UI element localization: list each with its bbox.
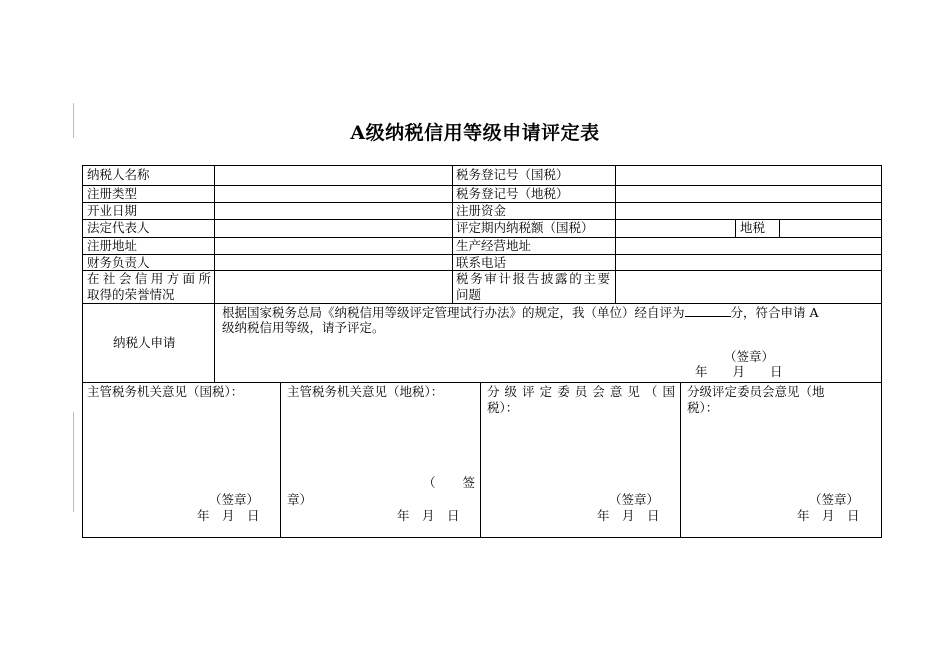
label-phone: 联系电话 [456, 255, 507, 270]
application-text-a: 根据国家税务总局《纳税信用等级评定管理试行办法》的规定，我（单位）经自评为 [222, 305, 685, 320]
opinion-committee-local-line2: 税）： [687, 400, 719, 415]
application-seal: （签章） [724, 349, 775, 364]
margin-mark-bottom [73, 412, 74, 512]
label-honor-line1: 在社会信用方面所 [87, 271, 211, 286]
opinion-committee-national-seal: （签章） [609, 492, 660, 507]
application-text-line1 [222, 304, 819, 321]
label-reg-address: 注册地址 [87, 238, 138, 253]
opinion-national-title: 主管税务机关意见（国税）： [87, 384, 244, 399]
col-line [615, 165, 616, 303]
opinion-local-seal-part2: 章） [287, 492, 313, 507]
col-line [214, 165, 215, 382]
opinion-committee-national-line2: 税）： [487, 400, 519, 415]
label-audit-line2: 问题 [456, 287, 482, 302]
application-text-b: 分，符合申请 A [730, 305, 819, 320]
label-finance-head: 财务负责人 [87, 255, 150, 270]
row-line [82, 382, 882, 383]
label-application: 纳税人申请 [113, 335, 176, 350]
page-title: A级纳税信用等级申请评定表 [350, 122, 600, 144]
opinion-local-seal-part1: （ 签 [423, 475, 475, 490]
col-line [680, 382, 681, 538]
opinion-committee-national-line1: 分级评定委员会意见（国 [487, 384, 675, 399]
opinion-local-title: 主管税务机关意见（地税）： [287, 384, 444, 399]
table-border-left [82, 165, 83, 538]
col-line [779, 219, 780, 237]
label-reg-capital: 注册资金 [456, 203, 507, 218]
score-blank [685, 304, 731, 317]
label-tax-amount-national: 评定期内纳税额（国税） [456, 220, 594, 235]
label-reg-type: 注册类型 [87, 186, 138, 201]
table-border-top [82, 165, 882, 166]
form-table [82, 165, 882, 538]
opinion-committee-local-line1: 分级评定委员会意见（地 [687, 384, 825, 399]
label-biz-address: 生产经营地址 [456, 238, 532, 253]
label-honor-line2: 取得的荣誉情况 [87, 287, 175, 302]
label-local-tax: 地税 [740, 220, 766, 235]
col-line [735, 219, 736, 237]
label-audit-line1: 税务审计报告披露的主要 [456, 271, 610, 286]
application-text-line2: 级纳税信用等级，请予评定。 [222, 320, 385, 335]
col-line [480, 382, 481, 538]
table-border-bottom [82, 537, 882, 538]
col-line [280, 382, 281, 538]
label-tax-reg-local: 税务登记号（地税） [456, 186, 569, 201]
opinion-local-date: 年 月 日 [397, 508, 460, 523]
label-taxpayer-name: 纳税人名称 [87, 167, 150, 182]
label-open-date: 开业日期 [87, 203, 138, 218]
opinion-national-date: 年 月 日 [197, 508, 260, 523]
opinion-national-seal: （签章） [209, 492, 260, 507]
col-line [452, 165, 453, 303]
table-border-right [881, 165, 882, 538]
opinion-committee-national-date: 年 月 日 [597, 508, 660, 523]
label-legal-rep: 法定代表人 [87, 220, 150, 235]
opinion-committee-local-date: 年 月 日 [797, 508, 860, 523]
application-date: 年 月 日 [695, 364, 783, 379]
label-tax-reg-national: 税务登记号（国税） [456, 167, 569, 182]
opinion-committee-local-seal: （签章） [809, 492, 860, 507]
